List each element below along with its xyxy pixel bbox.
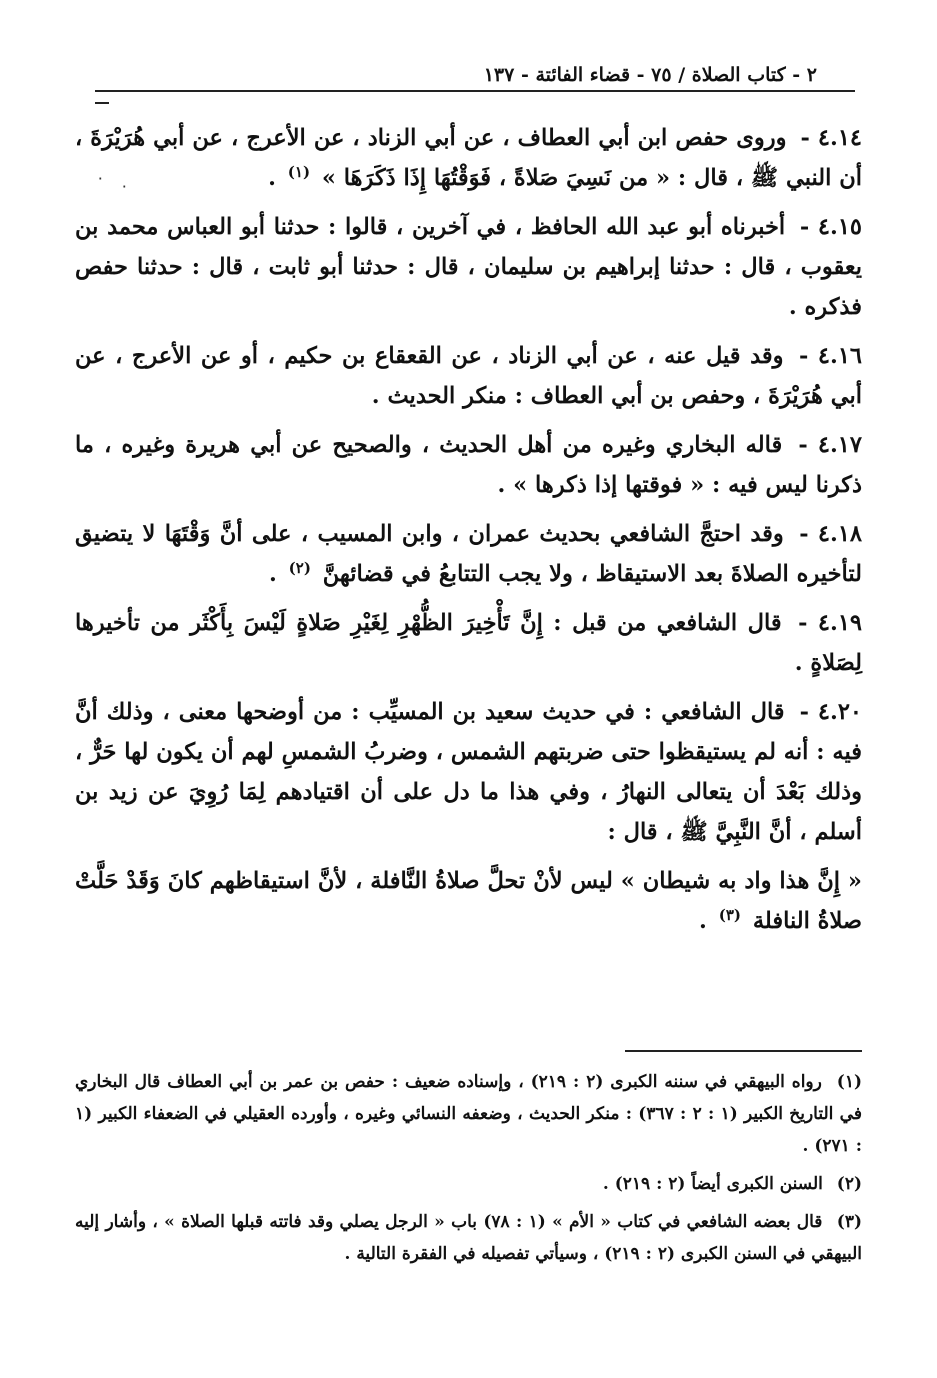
main-text [75, 118, 862, 950]
running-header: ٢ - كتاب الصلاة / ٧٥ - قضاء الفائتة - ١٣٧ [483, 64, 817, 86]
footnote-text: قال بعضه الشافعي في كتاب « الأم » (١ : ٧٨) باب « الرجل يصلي وقد فاتته قبلها الصلاة » ، وأشار إليه البيهقي في السنن الكبرى (٢ : ٢١٩) ، وسيأتي تفصيله في الفقرة التالية . [75, 1212, 862, 1264]
footnote-2 [75, 1168, 862, 1200]
paragraph-4018 [75, 514, 862, 594]
paragraph-4019 [75, 603, 862, 683]
paragraph-number: ٤.١٨ - [799, 521, 862, 547]
footnote-ref[interactable]: (٣) [718, 905, 741, 924]
paragraph-text: « إِنَّ هذا واد به شيطان » ليس لأنْ تحلَّ صلاةُ النَّافلة ، لأنَّ استيقاظهم كانَ وَقَدْ حَلَّتْ صلاةُ النافلة [75, 868, 862, 934]
paragraph-number: ٤.١٧ - [798, 432, 862, 458]
paragraph-4014 [75, 118, 862, 198]
footnote-ref[interactable]: (١) [287, 162, 311, 181]
paragraph-text: قال الشافعي من قبل : إِنَّ تَأْخِيرَ الظُّهْرِ لِغَيْرِ صَلاةٍ لَيْسَ بِأَكْثَر من تأخيرها لِصَلاةٍ . [75, 610, 862, 676]
paragraph-tail: . [268, 561, 277, 587]
paragraph-number: ٤.١٦ - [799, 343, 863, 369]
paragraph-text: قاله البخاري وغيره من أهل الحديث ، والصحيح عن أبي هريرة وغيره ، ما ذكرنا ليس فيه : « فوقتها إذا ذكرها » . [75, 432, 862, 498]
paragraph-text: أخبرناه أبو عبد الله الحافظ ، في آخرين ، قالوا : حدثنا أبو العباس محمد بن يعقوب ، قال : حدثنا إبراهيم بن سليمان ، قال : حدثنا أبو ثابت ، قال : حدثنا حفص فذكره . [75, 214, 862, 320]
paragraph-4016 [75, 336, 862, 416]
stray-mark: ٠ [120, 176, 129, 195]
header-rule [95, 90, 855, 92]
paragraph-number: ٤.١٤ - [800, 125, 862, 151]
stray-mark: ٠ [96, 168, 105, 187]
paragraph-4015 [75, 207, 862, 327]
footnote-text: رواه البيهقي في سننه الكبرى (٢ : ٢١٩) ، وإسناده ضعيف : حفص بن عمر بن أبي العطاف قال البخاري في التاريخ الكبير (١ : ٢ : ٣٦٧) : منكر الحديث ، وضعفه النسائي وغيره ، وأورده العقيلي في الضعفاء الكبير (١ : ٢٧١) . [75, 1072, 862, 1156]
paragraph-number: ٤.١٩ - [798, 610, 863, 636]
paragraph-tail: . [268, 165, 276, 191]
paragraph-tail: . [699, 908, 707, 934]
footnote-number: (١) [836, 1072, 862, 1092]
paragraph-text: وقد احتجَّ الشافعي بحديث عمران ، وابن المسيب ، على أنَّ وَقْتَهَا لا يتضيق لتأخيره الصلاةَ بعد الاستيقاظ ، ولا يجب التتابعُ في قضائهنَّ [75, 521, 862, 587]
footnote-rule [625, 1050, 862, 1052]
footnote-3 [75, 1206, 862, 1270]
paragraph-text: وقد قيل عنه ، عن أبي الزناد ، عن القعقاع بن حكيم ، أو عن الأعرج ، عن أبي هُرَيْرَةَ ، وحفص بن أبي العطاف : منكر الحديث . [75, 343, 862, 409]
paragraph-text: قال الشافعي : في حديث سعيد بن المسيِّب : من أوضحها معنى ، وذلك أنَّ فيه : أنه لم يستيقظوا حتى ضربتهم الشمس ، وضربُ الشمسِ لهم أن يكون لها حَرٌّ ، وذلك بَعْدَ أن يتعالى النهارُ ، وفي هذا ما دل على أن اقتيادهم لِمَا رُوِيَ عن زيد بن أسلم ، أنَّ النَّبِيَّ ﷺ ، قال : [75, 699, 862, 845]
margin-tick [95, 102, 109, 104]
paragraph-quote [75, 861, 862, 941]
paragraph-number: ٤.١٥ - [799, 214, 862, 240]
footnote-number: (٣) [836, 1212, 862, 1232]
footnote-ref[interactable]: (٢) [288, 558, 311, 577]
paragraph-4020 [75, 692, 862, 852]
footnotes [75, 1066, 862, 1276]
footnote-1 [75, 1066, 862, 1162]
footnote-number: (٢) [836, 1174, 862, 1194]
footnote-text: السنن الكبرى أيضاً (٢ : ٢١٩) . [602, 1174, 823, 1194]
paragraph-4017 [75, 425, 862, 505]
paragraph-number: ٤.٢٠ - [799, 699, 863, 725]
paragraph-text: وروى حفص ابن أبي العطاف ، عن أبي الزناد ، عن الأعرج ، عن أبي هُرَيْرَةَ ، أن النبي ﷺ ، قال : « من نَسِيَ صَلاةً ، فَوَقْتُهَا إِذَا ذَكَرَهَا » [75, 125, 862, 191]
